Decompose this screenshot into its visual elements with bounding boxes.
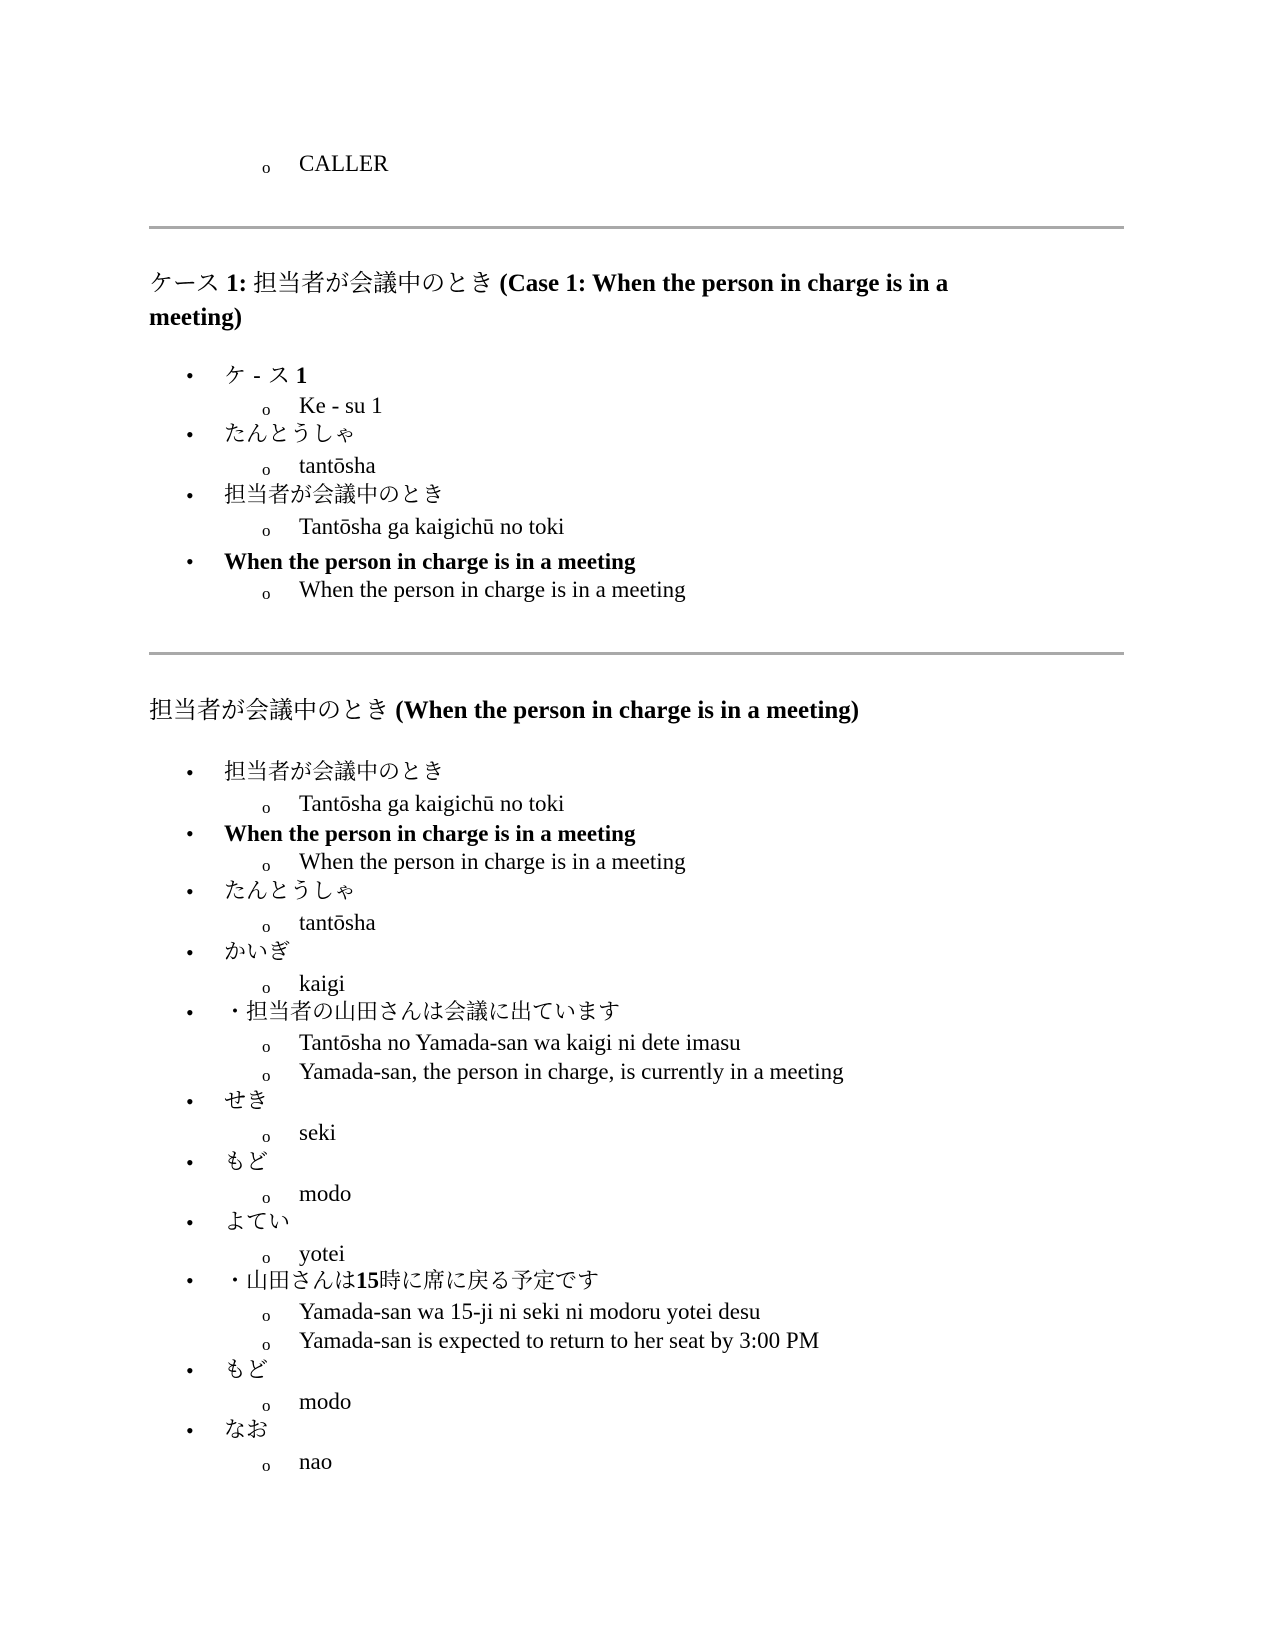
circle-bullet: o	[262, 1456, 271, 1475]
circle-bullet: o	[262, 1188, 271, 1207]
section-heading	[149, 266, 1109, 335]
horizontal-rule	[149, 652, 1124, 655]
circle-bullet: o	[262, 1037, 271, 1056]
translation: Yamada-san is expected to return to her seat by 3:00 PM	[299, 1328, 820, 1353]
heading-en: (When the person in charge is in a meeting)	[389, 697, 860, 724]
circle-bullet: o	[262, 1127, 271, 1146]
circle-bullet: o	[262, 856, 271, 875]
item-jp: よてい	[224, 1210, 291, 1235]
romaji: Tantōsha ga kaigichū no toki	[299, 514, 565, 539]
heading-jp: 担当者が会議中のとき	[253, 269, 494, 297]
item-en: When the person in charge is in a meeting	[224, 821, 636, 846]
item-jp: なお	[224, 1418, 269, 1443]
item-jp: かいぎ	[224, 940, 291, 965]
disc-bullet: •	[186, 1268, 194, 1293]
romaji: seki	[299, 1120, 337, 1145]
disc-bullet: •	[186, 879, 194, 904]
romaji: kaigi	[299, 971, 345, 996]
item-num: 15	[356, 1268, 380, 1293]
disc-bullet: •	[186, 549, 194, 574]
circle-bullet: o	[262, 798, 271, 817]
circle-bullet: o	[262, 978, 271, 997]
circle-bullet: o	[262, 1335, 271, 1354]
circle-bullet: o	[262, 400, 271, 419]
translation: When the person in charge is in a meeting	[299, 849, 686, 874]
disc-bullet: •	[186, 422, 194, 447]
circle-bullet: o	[262, 917, 271, 936]
heading-en: (Case 1: When the person in charge is in a	[493, 270, 949, 297]
horizontal-rule	[149, 226, 1124, 229]
disc-bullet: •	[186, 1418, 194, 1443]
item-jp: せき	[224, 1089, 269, 1114]
romaji: Tantōsha ga kaigichū no toki	[299, 791, 565, 816]
heading-prefix-jp: ケース	[149, 269, 220, 297]
disc-bullet: •	[186, 1089, 194, 1114]
item-en: When the person in charge is in a meeting	[224, 549, 636, 574]
item-jp: ・山田さんは	[224, 1269, 357, 1294]
disc-bullet: •	[186, 483, 194, 508]
romaji: modo	[299, 1181, 352, 1206]
disc-bullet: •	[186, 1000, 194, 1025]
item-num: 1	[289, 363, 308, 388]
disc-bullet: •	[186, 940, 194, 965]
disc-bullet: •	[186, 363, 194, 388]
romaji: yotei	[299, 1241, 345, 1266]
caller-label: CALLER	[299, 151, 389, 176]
item-jp: 担当者が会議中のとき	[224, 760, 445, 785]
disc-bullet: •	[186, 760, 194, 785]
item-jp: 担当者が会議中のとき	[224, 483, 445, 508]
romaji: Yamada-san wa 15-ji ni seki ni modoru yotei desu	[299, 1299, 761, 1324]
circle-bullet: o	[262, 1248, 271, 1267]
disc-bullet: •	[186, 1210, 194, 1235]
heading-en-line2: meeting)	[149, 304, 243, 331]
romaji: modo	[299, 1389, 352, 1414]
romaji: tantōsha	[299, 453, 376, 478]
circle-bullet: o	[262, 1066, 271, 1085]
item-jp: 時に席に戻る予定です	[379, 1269, 600, 1294]
item-jp: ・担当者の山田さんは会議に出ています	[224, 1000, 621, 1025]
romaji: nao	[299, 1449, 333, 1474]
disc-bullet: •	[186, 1358, 194, 1383]
circle-bullet: o	[262, 1306, 271, 1325]
disc-bullet: •	[186, 1150, 194, 1175]
circle-bullet: o	[262, 158, 271, 177]
circle-bullet: o	[262, 1396, 271, 1415]
item-jp: ケ - ス	[224, 364, 290, 389]
translation: Yamada-san, the person in charge, is currently in a meeting	[299, 1059, 844, 1084]
item-jp: もど	[224, 1358, 269, 1383]
circle-bullet: o	[262, 460, 271, 479]
item-jp: もど	[224, 1150, 269, 1175]
circle-bullet: o	[262, 584, 271, 603]
item-jp: たんとうしゃ	[224, 879, 357, 904]
heading-jp: 担当者が会議中のとき	[149, 696, 389, 724]
translation: When the person in charge is in a meeting	[299, 577, 686, 602]
section-heading	[149, 693, 1109, 728]
disc-bullet: •	[186, 821, 194, 846]
item-jp: たんとうしゃ	[224, 422, 357, 447]
romaji: Ke - su 1	[299, 393, 383, 418]
romaji: tantōsha	[299, 910, 376, 935]
circle-bullet: o	[262, 521, 271, 540]
romaji: Tantōsha no Yamada-san wa kaigi ni dete imasu	[299, 1030, 741, 1055]
heading-num: 1:	[219, 270, 254, 297]
